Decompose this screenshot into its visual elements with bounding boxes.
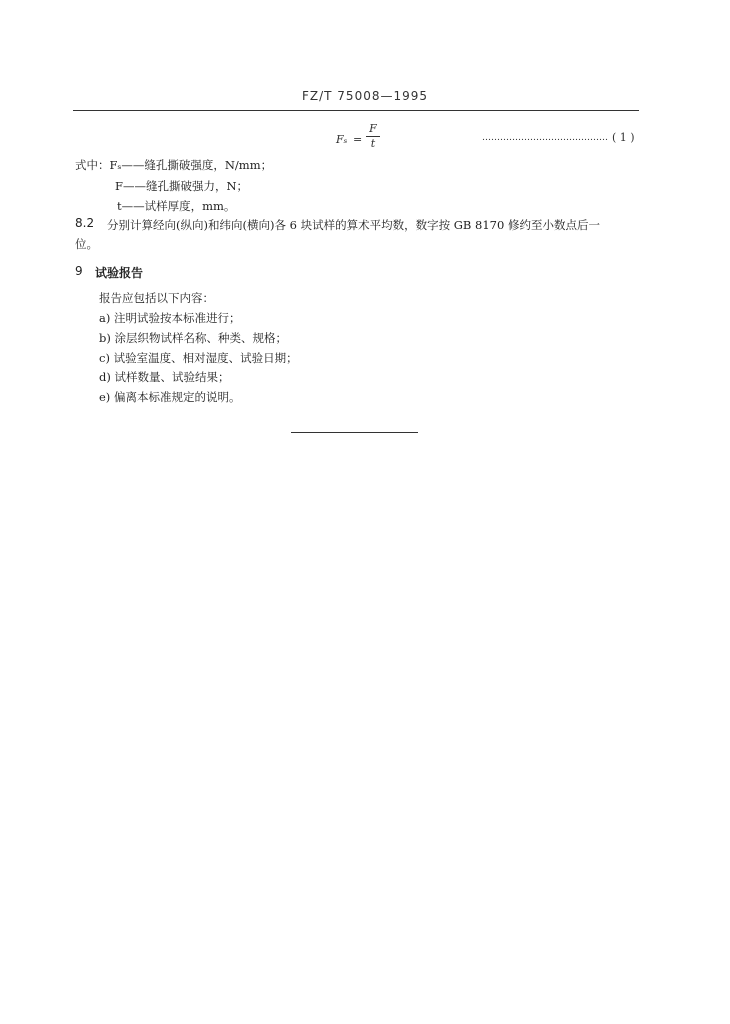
header-rule bbox=[73, 110, 639, 111]
report-item-d: d) 试样数量、试验结果； bbox=[99, 370, 230, 384]
report-item-e: e) 偏离本标准规定的说明。 bbox=[99, 390, 241, 404]
formula-numerator: F bbox=[369, 122, 377, 135]
report-item-c: c) 试验室温度、相对湿度、试验日期； bbox=[99, 351, 298, 365]
definition-line-f: F——缝孔撕破强力，N； bbox=[115, 179, 249, 193]
clause-8-2-text-line1: 分别计算经向(纵向)和纬向(横向)各 6 块试样的算术平均数，数字按 GB 8170 修约至小数点后一 bbox=[107, 218, 600, 232]
definition-line-fs: 式中：Fₛ——缝孔撕破强度，N/mm； bbox=[75, 158, 273, 172]
standard-number-header: FZ/T 75008—1995 bbox=[301, 89, 429, 103]
report-item-b: b) 涂层织物试样名称、种类、规格； bbox=[99, 331, 288, 345]
formula-equals: = bbox=[353, 133, 363, 146]
definition-line-t: t——试样厚度，mm。 bbox=[117, 199, 236, 213]
section-9-number: 9 bbox=[75, 264, 83, 278]
formula-lhs: Fₛ bbox=[336, 133, 348, 146]
section-9-title: 试验报告 bbox=[95, 266, 144, 280]
formula-number: ( 1 ) bbox=[612, 131, 635, 144]
clause-8-2-text-line2: 位。 bbox=[75, 237, 98, 251]
clause-8-2-number: 8.2 bbox=[75, 216, 95, 230]
report-intro: 报告应包括以下内容： bbox=[99, 291, 214, 305]
formula-fraction bbox=[366, 123, 380, 150]
formula-leader-dots: …………………………………… bbox=[482, 133, 608, 143]
end-of-standard-rule bbox=[291, 432, 418, 433]
formula-denominator: t bbox=[370, 137, 376, 150]
report-item-a: a) 注明试验按本标准进行； bbox=[99, 311, 241, 325]
